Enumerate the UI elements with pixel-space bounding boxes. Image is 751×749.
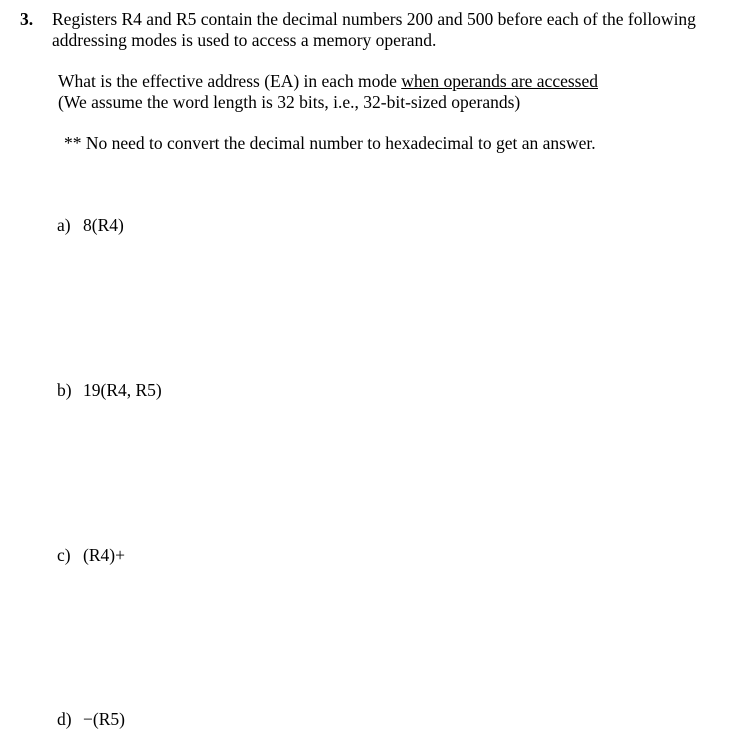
ea-prompt-underlined: when operands are accessed xyxy=(401,71,598,91)
part-label: a) xyxy=(57,215,71,235)
ea-prompt xyxy=(58,71,738,113)
part-c xyxy=(57,545,125,566)
part-expression: (R4)+ xyxy=(83,545,125,565)
question-line-2: addressing modes is used to access a memory operand. xyxy=(52,30,437,50)
part-label: b) xyxy=(57,380,72,400)
part-d xyxy=(57,709,125,730)
part-label: d) xyxy=(57,709,72,729)
part-a xyxy=(57,215,124,236)
part-expression: 19(R4, R5) xyxy=(83,380,162,400)
ea-prompt-line-1 xyxy=(58,71,738,92)
part-expression: −(R5) xyxy=(83,709,125,729)
question-line-1: Registers R4 and R5 contain the decimal numbers 200 and 500 before each of the following xyxy=(52,9,696,29)
ea-prompt-line-2: (We assume the word length is 32 bits, i.e., 32-bit-sized operands) xyxy=(58,92,521,112)
part-expression: 8(R4) xyxy=(83,215,124,235)
part-label: c) xyxy=(57,545,71,565)
note: ** No need to convert the decimal number to hexadecimal to get an answer. xyxy=(64,133,596,153)
question-number: 3. xyxy=(20,9,34,29)
ea-prompt-prefix: What is the effective address (EA) in each mode xyxy=(58,71,402,91)
question-text xyxy=(52,9,742,51)
part-b xyxy=(57,380,162,401)
